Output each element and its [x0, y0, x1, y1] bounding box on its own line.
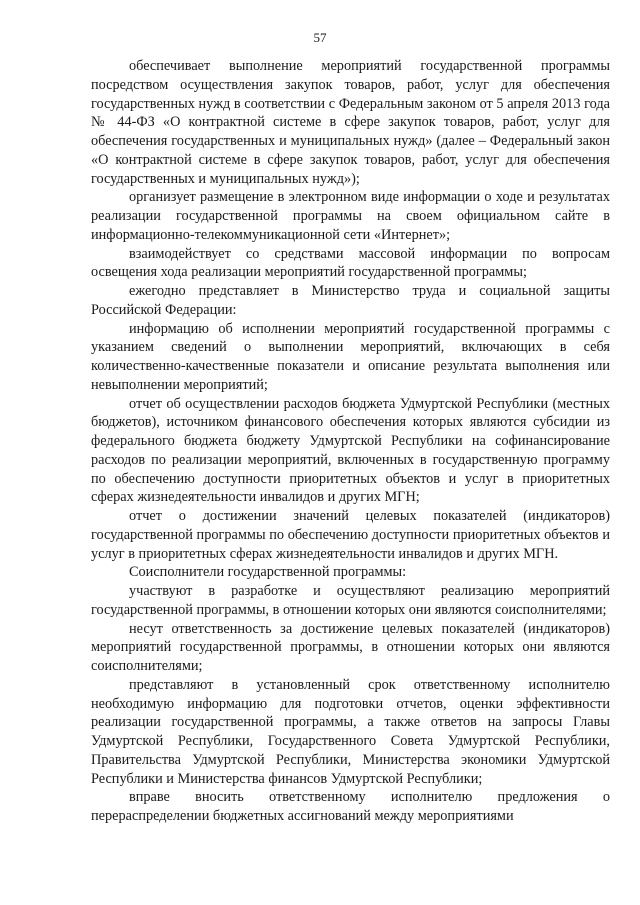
page-number: 57	[313, 30, 327, 45]
paragraph: взаимодействует со средствами массовой информации по вопросам освещения хода реализации мероприятий государственной программы;	[91, 245, 610, 281]
paragraph: отчет об осуществлении расходов бюджета Удмуртской Республики (местных бюджетов), источником финансового обеспечения которых являются субсидии из федерального бюджета бюджету Удмуртской Республики на софинансирование расходов по реализации мероприятий, включенных в государственную программу по обеспечению доступности приоритетных объектов и услуг в приоритетных сферах жизнедеятельности инвалидов и других МГН;	[91, 395, 610, 506]
paragraph: участвуют в разработке и осуществляют реализацию мероприятий государственной программы, в отношении которых они являются соисполнителями;	[91, 583, 610, 618]
paragraph: вправе вносить ответственному исполнителю предложения о перераспределении бюджетных ассигнований между мероприятиями	[91, 789, 610, 824]
document-body	[91, 57, 610, 826]
paragraph: отчет о достижении значений целевых показателей (индикаторов) государственной программы по обеспечению доступности приоритетных объектов и услуг в приоритетных сферах жизнедеятельности инвалидов и других МГН.	[91, 508, 610, 562]
paragraph: представляют в установленный срок ответственному исполнителю необходимую информацию для подготовки отчетов, оценки эффективности реализации государственной программы, а также ответов на запросы Главы Удмуртской Республики, Государственного Совета Удмуртской Республики, Правительства Удмуртской Республики, Министерства экономики Удмуртской Республики и Министерства финансов Удмуртской Республики;	[91, 676, 610, 787]
paragraph: организует размещение в электронном виде информации о ходе и результатах реализации государственной программы на своем официальном сайте в информационно-телекоммуникационной сети «Интернет»;	[91, 189, 610, 243]
paragraph: обеспечивает выполнение мероприятий государственной программы посредством осуществления закупок товаров, работ, услуг для обеспечения государственных нужд в соответствии с Федеральным законом от 5 апреля 2013 года № 44-ФЗ «О контрактной системе в сфере закупок товаров, работ, услуг для обеспечения государственных и муниципальных нужд» (далее – Федеральный закон «О контрактной системе в сфере закупок товаров, работ, услуг для обеспечения государственных и муниципальных нужд»);	[91, 58, 610, 187]
paragraph: несут ответственность за достижение целевых показателей (индикаторов) мероприятий государственной программы, в отношении которых они являются соисполнителями;	[91, 620, 610, 674]
paragraph: информацию об исполнении мероприятий государственной программы с указанием сведений о выполнении мероприятий, включающих в себя количественно-качественные показатели и описание результата выполнения или невыполнении мероприятий;	[91, 320, 610, 393]
paragraph: Соисполнители государственной программы:	[129, 564, 407, 581]
paragraph: ежегодно представляет в Министерство труда и социальной защиты Российской Федерации:	[91, 283, 610, 318]
